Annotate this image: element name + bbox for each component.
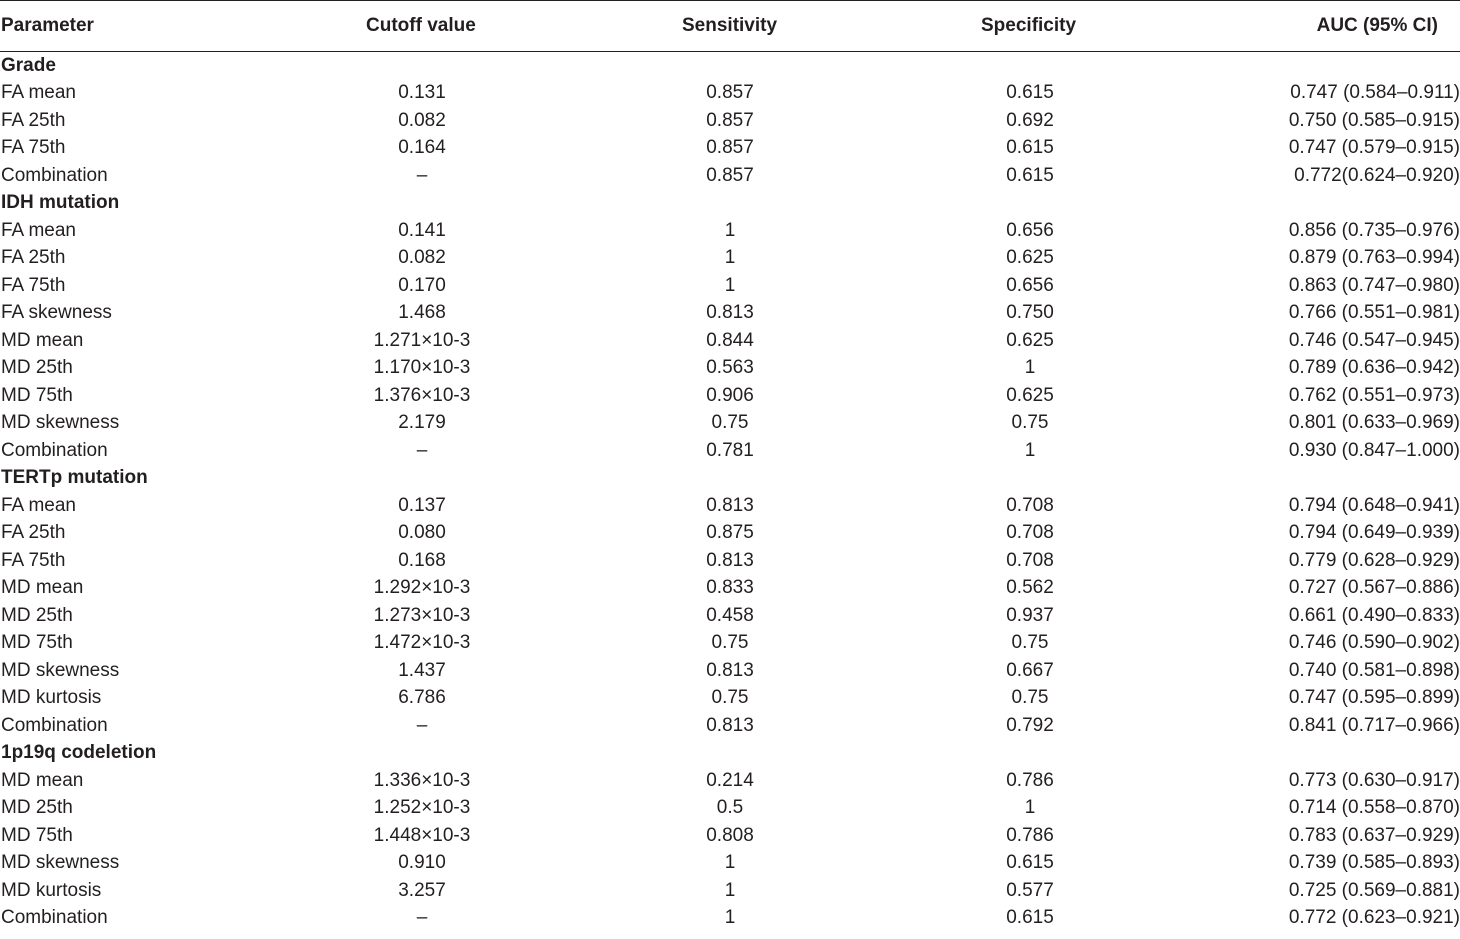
cell-cutoff-value: 0.141 [398,219,446,241]
cell-sensitivity-value: 0.813 [706,302,754,324]
cell-cutoff-value: 0.137 [398,494,446,516]
cell-sensitivity [545,382,915,410]
cell-parameter: MD skewness [1,659,120,681]
section-header-row [0,464,1460,492]
table-row [0,849,1460,877]
cell-cutoff-value: 0.170 [398,274,446,296]
table-row [0,272,1460,300]
cell-specificity-value: 0.625 [1006,384,1054,406]
cell-cutoff-value: 1.271×10-3 [373,329,471,351]
cell-auc: 0.930 (0.847–1.000) [1288,439,1460,461]
cell-sensitivity-value: 0.875 [706,522,754,544]
cell-specificity-value: 0.615 [1006,137,1054,159]
cell-cutoff [300,547,545,575]
cell-sensitivity [545,244,915,272]
cell-specificity [915,492,1145,520]
section-title: 1p19q codeletion [1,742,157,764]
table-row [0,574,1460,602]
cell-auc: 0.772 (0.623–0.921) [1288,907,1460,929]
header-cutoff: Cutoff value [300,1,545,52]
cell-sensitivity [545,877,915,905]
cell-sensitivity-value: 0.813 [706,714,754,736]
cell-cutoff-value: 1.273×10-3 [373,604,471,626]
cell-sensitivity-value: 1 [724,907,736,929]
table-row [0,767,1460,795]
cell-cutoff-value: 1.170×10-3 [373,357,471,379]
cell-cutoff [300,877,545,905]
cell-cutoff-value: 0.168 [398,549,446,571]
cell-parameter: MD skewness [1,852,120,874]
section-title: IDH mutation [1,192,120,214]
cell-specificity-value: 0.708 [1006,549,1054,571]
cell-parameter: FA mean [1,82,76,104]
cell-specificity [915,904,1145,932]
cell-auc: 0.794 (0.649–0.939) [1288,522,1460,544]
cell-parameter: MD skewness [1,412,120,434]
table-row [0,519,1460,547]
cell-sensitivity [545,712,915,740]
cell-cutoff [300,162,545,190]
cell-parameter: FA 75th [1,549,66,571]
cell-specificity [915,79,1145,107]
cell-sensitivity-value: 0.857 [706,137,754,159]
cell-auc: 0.779 (0.628–0.929) [1288,549,1460,571]
cell-specificity [915,822,1145,850]
cell-cutoff-value: 1.437 [398,659,446,681]
cell-parameter: MD mean [1,769,84,791]
cell-specificity [915,299,1145,327]
cell-sensitivity-value: 0.813 [706,494,754,516]
cell-sensitivity [545,822,915,850]
cell-cutoff-value: 1.376×10-3 [373,384,471,406]
cell-cutoff-value: – [416,164,428,186]
cell-cutoff-value: 1.336×10-3 [373,769,471,791]
cell-auc: 0.841 (0.717–0.966) [1288,714,1460,736]
cell-specificity-value: 0.615 [1006,164,1054,186]
table-row [0,107,1460,135]
cell-auc: 0.856 (0.735–0.976) [1288,219,1460,241]
cell-specificity [915,519,1145,547]
cell-auc: 0.740 (0.581–0.898) [1288,659,1460,681]
table-row [0,382,1460,410]
cell-parameter: FA mean [1,219,76,241]
cell-auc: 0.747 (0.579–0.915) [1288,137,1460,159]
cell-cutoff [300,684,545,712]
cell-auc: 0.746 (0.547–0.945) [1288,329,1460,351]
cell-specificity-value: 0.692 [1006,109,1054,131]
cell-sensitivity [545,354,915,382]
cell-specificity [915,877,1145,905]
cell-specificity-value: 0.615 [1006,852,1054,874]
table-row [0,492,1460,520]
cell-sensitivity-value: 0.906 [706,384,754,406]
table-body [0,52,1460,932]
cell-cutoff-value: 0.910 [398,852,446,874]
cell-cutoff [300,822,545,850]
cell-sensitivity [545,849,915,877]
cell-parameter: Combination [1,439,108,461]
cell-auc: 0.727 (0.567–0.886) [1288,577,1460,599]
cell-sensitivity-value: 0.458 [706,604,754,626]
cell-specificity-value: 0.750 [1006,302,1054,324]
cell-specificity [915,767,1145,795]
table-row [0,712,1460,740]
cell-specificity [915,849,1145,877]
table-row [0,602,1460,630]
cell-cutoff-value: 6.786 [398,687,446,709]
cell-specificity [915,217,1145,245]
cell-specificity [915,684,1145,712]
table-row [0,299,1460,327]
cell-sensitivity [545,437,915,465]
cell-cutoff [300,107,545,135]
cell-cutoff [300,134,545,162]
cell-parameter: MD 75th [1,632,73,654]
cell-auc: 0.766 (0.551–0.981) [1288,302,1460,324]
cell-auc: 0.747 (0.595–0.899) [1288,687,1460,709]
cell-sensitivity [545,629,915,657]
cell-specificity-value: 0.562 [1006,577,1054,599]
cell-sensitivity-value: 0.75 [711,412,749,434]
cell-sensitivity [545,134,915,162]
table-header [0,1,1460,52]
cell-specificity [915,629,1145,657]
cell-sensitivity-value: 1 [724,219,736,241]
cell-sensitivity-value: 1 [724,247,736,269]
cell-specificity [915,382,1145,410]
cell-parameter: FA 75th [1,274,66,296]
cell-sensitivity-value: 0.5 [716,797,744,819]
cell-sensitivity-value: 0.833 [706,577,754,599]
cell-auc: 0.746 (0.590–0.902) [1288,632,1460,654]
cell-sensitivity [545,547,915,575]
table-row [0,162,1460,190]
table-row [0,354,1460,382]
table-row [0,437,1460,465]
cell-sensitivity-value: 0.813 [706,549,754,571]
section-header-row [0,739,1460,767]
cell-specificity-value: 0.792 [1006,714,1054,736]
cell-cutoff [300,794,545,822]
cell-auc: 0.773 (0.630–0.917) [1288,769,1460,791]
cell-auc: 0.801 (0.633–0.969) [1288,412,1460,434]
cell-cutoff [300,629,545,657]
cell-cutoff-value: 3.257 [398,879,446,901]
cell-specificity [915,547,1145,575]
cell-sensitivity-value: 0.844 [706,329,754,351]
table-row [0,629,1460,657]
cell-sensitivity-value: 0.214 [706,769,754,791]
cell-parameter: Combination [1,164,108,186]
cell-cutoff [300,574,545,602]
cell-parameter: MD mean [1,577,84,599]
cell-sensitivity [545,904,915,932]
cell-cutoff [300,299,545,327]
cell-sensitivity-value: 0.781 [706,439,754,461]
cell-sensitivity [545,767,915,795]
cell-specificity-value: 0.708 [1006,494,1054,516]
cell-sensitivity [545,574,915,602]
cell-specificity [915,134,1145,162]
cell-sensitivity-value: 1 [724,879,736,901]
cell-auc: 0.725 (0.569–0.881) [1288,879,1460,901]
cell-cutoff [300,437,545,465]
cell-cutoff [300,354,545,382]
cell-parameter: MD 25th [1,604,73,626]
header-parameter: Parameter [0,1,300,52]
cell-parameter: MD kurtosis [1,879,102,901]
cell-specificity-value: 0.656 [1006,219,1054,241]
cell-parameter: FA mean [1,494,76,516]
cell-auc: 0.772(0.624–0.920) [1294,164,1460,186]
cell-cutoff [300,382,545,410]
cell-cutoff [300,657,545,685]
cell-sensitivity [545,162,915,190]
cell-cutoff [300,602,545,630]
cell-specificity [915,602,1145,630]
cell-cutoff [300,409,545,437]
cell-sensitivity-value: 0.813 [706,659,754,681]
cell-auc: 0.762 (0.551–0.973) [1288,384,1460,406]
cell-parameter: FA 25th [1,247,66,269]
header-auc: AUC (95% CI) [1145,1,1460,52]
cell-specificity-value: 0.937 [1006,604,1054,626]
cell-auc: 0.863 (0.747–0.980) [1288,274,1460,296]
cell-cutoff [300,327,545,355]
cell-cutoff [300,244,545,272]
table-row [0,79,1460,107]
cell-parameter: Combination [1,907,108,929]
table-row [0,134,1460,162]
cell-cutoff [300,492,545,520]
cell-specificity-value: 0.786 [1006,824,1054,846]
cell-specificity-value: 0.75 [1011,632,1049,654]
cell-specificity [915,327,1145,355]
header-row [0,1,1460,52]
cell-parameter: MD kurtosis [1,687,102,709]
cell-specificity [915,409,1145,437]
cell-specificity-value: 0.577 [1006,879,1054,901]
cell-specificity-value: 1 [1024,439,1036,461]
cell-specificity-value: 0.656 [1006,274,1054,296]
cell-cutoff-value: 0.164 [398,137,446,159]
cell-cutoff [300,272,545,300]
cell-specificity [915,107,1145,135]
cell-cutoff-value: – [416,714,428,736]
cell-sensitivity [545,327,915,355]
cell-cutoff [300,79,545,107]
cell-specificity-value: 0.708 [1006,522,1054,544]
cell-parameter: Combination [1,714,108,736]
cell-specificity [915,574,1145,602]
cell-sensitivity [545,602,915,630]
cell-specificity [915,794,1145,822]
cell-sensitivity-value: 0.563 [706,357,754,379]
cell-parameter: FA 25th [1,109,66,131]
cell-specificity-value: 1 [1024,357,1036,379]
table-row [0,244,1460,272]
cell-sensitivity [545,107,915,135]
cell-cutoff [300,519,545,547]
cell-specificity [915,437,1145,465]
table-row [0,547,1460,575]
cell-cutoff-value: 0.131 [398,82,446,104]
cell-specificity [915,712,1145,740]
cell-sensitivity-value: 0.75 [711,632,749,654]
cell-cutoff-value: 1.448×10-3 [373,824,471,846]
cell-specificity-value: 0.75 [1011,687,1049,709]
table-row [0,684,1460,712]
cell-cutoff-value: 1.292×10-3 [373,577,471,599]
cell-auc: 0.714 (0.558–0.870) [1288,797,1460,819]
cell-cutoff-value: 0.082 [398,109,446,131]
cell-sensitivity [545,794,915,822]
cell-auc: 0.747 (0.584–0.911) [1290,82,1460,104]
cell-sensitivity-value: 0.857 [706,82,754,104]
cell-specificity [915,162,1145,190]
cell-cutoff [300,712,545,740]
cell-parameter: MD 75th [1,824,73,846]
cell-parameter: MD 25th [1,357,73,379]
cell-parameter: MD 25th [1,797,73,819]
cell-sensitivity [545,272,915,300]
cell-auc: 0.789 (0.636–0.942) [1288,357,1460,379]
cell-auc: 0.739 (0.585–0.893) [1288,852,1460,874]
table-row [0,877,1460,905]
cell-sensitivity-value: 1 [724,274,736,296]
cell-cutoff-value: 1.468 [398,302,446,324]
cell-cutoff-value: 0.080 [398,522,446,544]
cell-auc: 0.661 (0.490–0.833) [1288,604,1460,626]
cell-sensitivity-value: 0.808 [706,824,754,846]
cell-specificity-value: 0.625 [1006,329,1054,351]
cell-specificity [915,657,1145,685]
section-header-row [0,52,1460,80]
table-row [0,327,1460,355]
cell-cutoff [300,904,545,932]
header-specificity: Specificity [915,1,1145,52]
cell-specificity [915,272,1145,300]
table-row [0,794,1460,822]
cell-specificity-value: 0.615 [1006,907,1054,929]
cell-parameter: MD mean [1,329,84,351]
cell-sensitivity [545,657,915,685]
cell-sensitivity [545,79,915,107]
table-row [0,904,1460,932]
cell-cutoff [300,849,545,877]
cell-sensitivity [545,409,915,437]
cell-specificity-value: 0.786 [1006,769,1054,791]
header-sensitivity: Sensitivity [545,1,915,52]
cell-specificity [915,244,1145,272]
table-row [0,822,1460,850]
cell-sensitivity [545,299,915,327]
cell-parameter: FA skewness [1,302,112,324]
table-row [0,409,1460,437]
cell-specificity [915,354,1145,382]
cell-sensitivity [545,684,915,712]
cell-sensitivity [545,519,915,547]
cell-specificity-value: 0.667 [1006,659,1054,681]
cell-auc: 0.794 (0.648–0.941) [1288,494,1460,516]
cell-cutoff-value: 1.252×10-3 [373,797,471,819]
cell-sensitivity-value: 0.857 [706,164,754,186]
cell-sensitivity-value: 0.75 [711,687,749,709]
cell-auc: 0.750 (0.585–0.915) [1288,109,1460,131]
cell-auc: 0.879 (0.763–0.994) [1288,247,1460,269]
cell-cutoff-value: 0.082 [398,247,446,269]
section-header-row [0,189,1460,217]
cell-parameter: MD 75th [1,384,73,406]
cell-specificity-value: 1 [1024,797,1036,819]
cell-sensitivity-value: 0.857 [706,109,754,131]
cell-cutoff-value: – [416,907,428,929]
section-title: TERTp mutation [1,467,148,489]
cell-cutoff-value: 1.472×10-3 [373,632,471,654]
cell-cutoff [300,767,545,795]
cell-sensitivity-value: 1 [724,852,736,874]
cell-auc: 0.783 (0.637–0.929) [1288,824,1460,846]
cell-parameter: FA 25th [1,522,66,544]
cell-cutoff-value: 2.179 [398,412,446,434]
cell-parameter: FA 75th [1,137,66,159]
cell-cutoff [300,217,545,245]
cell-sensitivity [545,492,915,520]
cell-specificity-value: 0.615 [1006,82,1054,104]
section-title: Grade [1,55,56,76]
cell-specificity-value: 0.625 [1006,247,1054,269]
cell-cutoff-value: – [416,439,428,461]
cell-sensitivity [545,217,915,245]
table-row [0,217,1460,245]
table-row [0,657,1460,685]
cell-specificity-value: 0.75 [1011,412,1049,434]
